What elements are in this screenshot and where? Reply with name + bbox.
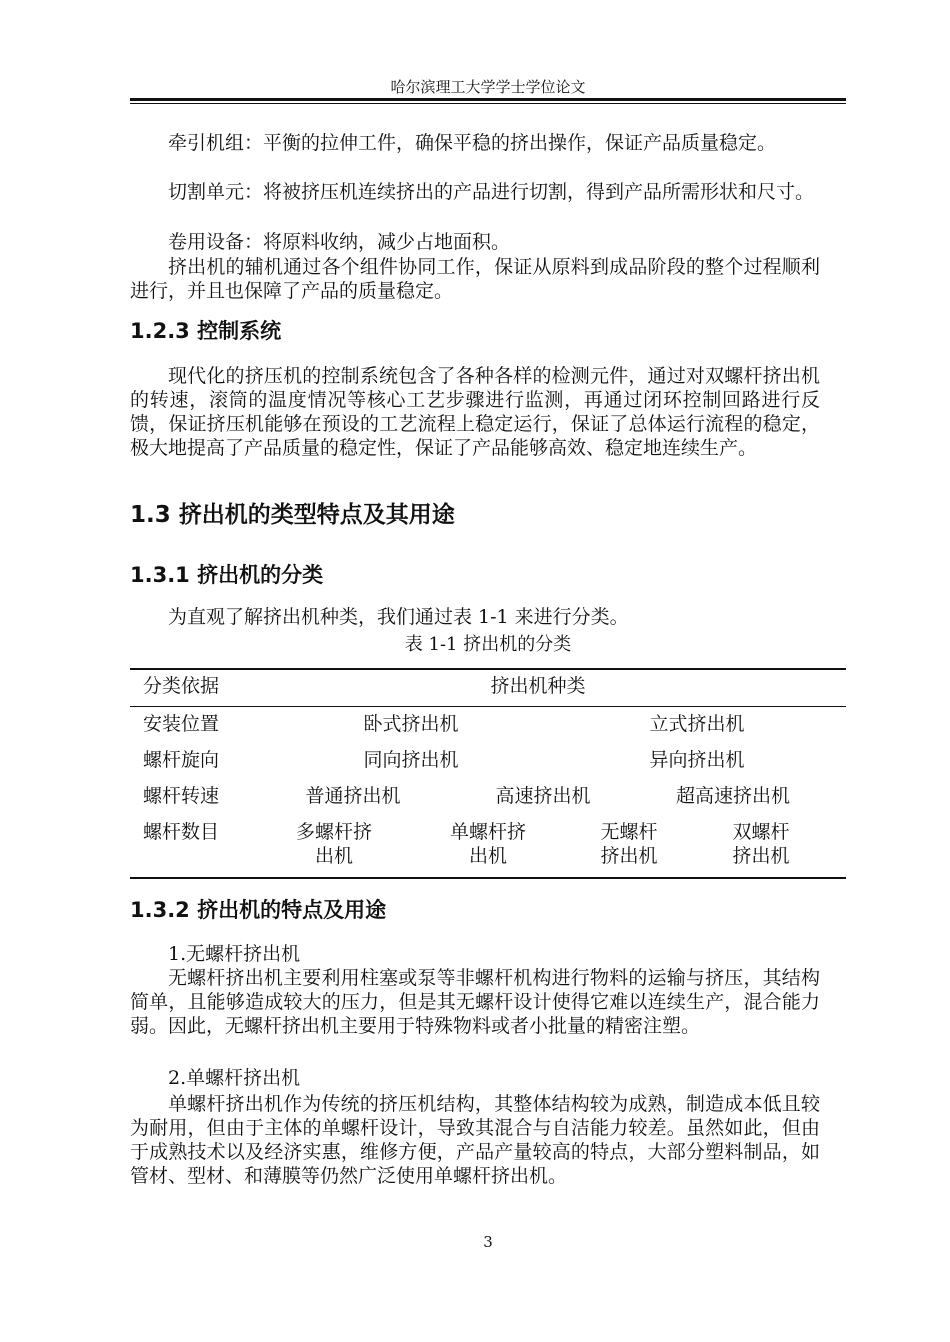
table-cell-line: 双螺杆 — [732, 821, 790, 843]
table-cell-line: 出机 — [314, 845, 353, 867]
table-cell — [718, 820, 804, 868]
table-cell: 高速挤出机 — [495, 785, 591, 807]
paragraph-auxiliary-summary: 挤出机的辅机通过各个组件协同工作，保证从原料到成品阶段的整个过程顺利进行，并且也保障了产品的质量稳定。 — [130, 256, 820, 302]
table-row-label: 螺杆数目 — [143, 821, 220, 843]
section-heading-1-3-2: 1.3.2 挤出机的特点及用途 — [130, 898, 387, 922]
table-cell: 超高速挤出机 — [675, 785, 790, 807]
table-bottom-rule — [130, 877, 846, 879]
table-header-basis: 分类依据 — [143, 675, 220, 697]
list-heading-single-screw: 2.单螺杆挤出机 — [168, 1067, 301, 1089]
table-cell-line: 挤出机 — [732, 845, 790, 867]
table-row-label: 螺杆转速 — [143, 785, 220, 807]
section-heading-1-3-1: 1.3.1 挤出机的分类 — [130, 563, 324, 587]
table-cell: 立式挤出机 — [649, 713, 745, 735]
table-top-rule — [130, 668, 846, 670]
table-caption: 表 1-1 挤出机的分类 — [404, 634, 572, 655]
table-cell — [284, 820, 384, 868]
paragraph-no-screw-extruder: 无螺杆挤出机主要利用柱塞或泵等非螺杆机构进行物料的运输与挤压，其结构简单，且能够造成较大的压力，但是其无螺杆设计使得它难以连续生产，混合能力弱。因此，无螺杆挤出机主要用于特殊物料或者小批量的精密注塑。 — [130, 967, 820, 1037]
header-rule-thick — [130, 98, 846, 101]
paragraph-cutting-unit: 切割单元：将被挤压机连续挤出的产品进行切割，得到产品所需形状和尺寸。 — [168, 181, 815, 203]
header-rule-thin — [130, 103, 846, 104]
table-row-label: 安装位置 — [143, 713, 220, 735]
paragraph-control-system: 现代化的挤压机的控制系统包含了各种各样的检测元件，通过对双螺杆挤出机的转速，滚筒的温度情况等核心工艺步骤进行监测，再通过闭环控制回路进行反馈，保证挤压机能够在预设的工艺流程上稳定运行，保证了总体运行流程的稳定，极大地提高了产品质量的稳定性，保证了产品能够高效、稳定地连续生产。 — [130, 365, 820, 459]
table-cell: 普通挤出机 — [305, 785, 401, 807]
table-cell: 卧式挤出机 — [363, 713, 459, 735]
running-header: 哈尔滨理工大学学士学位论文 — [390, 78, 586, 96]
table-cell-line: 挤出机 — [600, 845, 658, 867]
paragraph-single-screw-extruder: 单螺杆挤出机作为传统的挤压机结构，其整体结构较为成熟，制造成本低且较为耐用，但由于主体的单螺杆设计，导致其混合与自洁能力较差。虽然如此，但由于成熟技术以及经济实惠，维修方便，产品产量较高的特点，大部分塑料制品，如管材、型材、和薄膜等仍然广泛使用单螺杆挤出机。 — [130, 1093, 820, 1187]
section-heading-1-2-3: 1.2.3 控制系统 — [130, 319, 282, 343]
section-heading-1-3: 1.3 挤出机的类型特点及其用途 — [130, 502, 455, 528]
table-cell: 异向挤出机 — [649, 749, 745, 771]
table-cell-line: 多螺杆挤 — [295, 821, 372, 843]
paragraph-winding-equipment: 卷用设备：将原料收纳，减少占地面积。 — [168, 231, 511, 253]
table-header-rule — [130, 706, 846, 707]
table-cell — [586, 820, 672, 868]
table-cell-line: 无螺杆 — [600, 821, 658, 843]
table-cell — [438, 820, 538, 868]
table-cell-line: 出机 — [468, 845, 507, 867]
table-row-label: 螺杆旋向 — [143, 749, 220, 771]
list-heading-no-screw: 1.无螺杆挤出机 — [168, 943, 301, 965]
table-cell: 同向挤出机 — [363, 749, 459, 771]
table-cell-line: 单螺杆挤 — [449, 821, 526, 843]
paragraph-traction-unit: 牵引机组：平衡的拉伸工件，确保平稳的挤出操作，保证产品质量稳定。 — [168, 132, 777, 154]
table-header-types: 挤出机种类 — [490, 675, 586, 697]
paragraph-table-intro: 为直观了解挤出机种类，我们通过表 1-1 来进行分类。 — [168, 606, 629, 628]
page-number: 3 — [483, 1233, 493, 1251]
